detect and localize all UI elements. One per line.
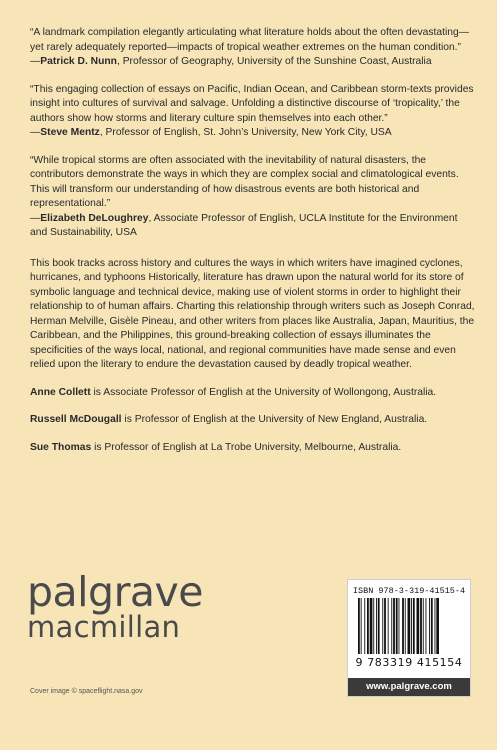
- barcode-bar: [388, 598, 389, 654]
- quote-role: , Associate Professor of English, UCLA Institute for the Environment and Sustainability, USA: [30, 212, 458, 238]
- barcode-bar: [405, 598, 406, 654]
- logo-line-palgrave: palgrave: [27, 568, 204, 616]
- barcode-bar: [431, 598, 433, 654]
- endorsement-quote: [30, 154, 476, 241]
- cover-image-credit: Cover image © spaceflight.nasa.gov: [30, 688, 143, 695]
- quote-text: “A landmark compilation elegantly articulating what literature holds about the often devastating—yet rarely adequately reported—impacts of tropical weather extremes on the human condition.”: [30, 27, 470, 53]
- barcode-bar: [373, 598, 374, 654]
- isbn-digits: 9 783319 415154: [355, 656, 463, 669]
- barcode-bar: [417, 598, 420, 654]
- barcode-bar: [370, 598, 373, 654]
- book-description: This book tracks across history and cultures the ways in which writers have imagined cyclones, hurricanes, and typhoons Historically, literature has drawn upon the natural world for its store of symbolic language and technical device, making use of violent storms in order to highlight their relationship to of human affairs. Charting this relationship through writers such as Joseph Conrad, Herman Melville, Gisèle Pineau, and other writers from places like Australia, Japan, Mauritius, the Caribbean, and the Philippines, this ground-breaking collection of essays illuminates the specificities of the ways local, national, and regional communities have made sense and even relied upon the literary to endure the devastation caused by deadly tropical weather.: [30, 257, 475, 370]
- quote-author: Steve Mentz: [40, 127, 100, 138]
- quote-text: “This engaging collection of essays on Pacific, Indian Ocean, and Caribbean storm-texts provides insight into cultures of survival and salvage. Unfolding a distinctive discourse of ‘tropicality,’ the authors show how storms and literary culture spin themselves into each other.”: [30, 83, 474, 124]
- barcode-bar: [411, 598, 412, 654]
- isbn-barcode-panel: [347, 579, 471, 697]
- quote-author: Patrick D. Nunn: [40, 56, 117, 67]
- barcode-bar: [429, 598, 430, 654]
- editor-text: is Professor of English at the University of New England, Australia.: [121, 414, 428, 425]
- barcode-bar: [402, 598, 404, 654]
- barcode-bar: [361, 598, 362, 654]
- publisher-logo: [27, 568, 204, 644]
- editor-name: Anne Collett: [30, 386, 91, 398]
- quote-attribution: —Steve Mentz, Professor of English, St. John’s University, New York City, USA: [30, 127, 392, 138]
- barcode-bar: [376, 598, 377, 654]
- editor-name: Russell McDougall: [30, 414, 122, 425]
- quote-attribution: —Patrick D. Nunn, Professor of Geography, University of the Sunshine Coast, Australia: [30, 56, 432, 67]
- editor-bio: [30, 386, 476, 401]
- barcode-bar: [420, 598, 422, 654]
- publisher-url: www.palgrave.com: [348, 678, 470, 696]
- barcode-bar: [364, 598, 365, 654]
- barcode-bar: [435, 598, 436, 654]
- barcode-bar: [367, 598, 369, 654]
- barcode-bar: [396, 598, 398, 654]
- quote-author: Elizabeth DeLoughrey: [40, 212, 149, 224]
- editor-bio: [30, 413, 476, 428]
- back-cover-text: [30, 26, 476, 468]
- barcode-bar: [358, 598, 360, 654]
- barcode-bar: [393, 598, 395, 654]
- barcode-bar: [391, 598, 392, 654]
- barcode-bar: [413, 598, 415, 654]
- barcode-bars: [358, 598, 462, 654]
- quote-role: , Professor of English, St. John’s University, New York City, USA: [99, 127, 392, 138]
- logo-line-macmillan: macmillan: [27, 610, 181, 644]
- barcode-bar: [378, 598, 380, 654]
- barcode-bar: [426, 598, 427, 654]
- barcode-bar: [408, 598, 411, 654]
- editor-text: is Associate Professor of English at the University of Wollongong, Australia.: [90, 386, 437, 398]
- barcode-bar: [436, 598, 439, 654]
- barcode-bar: [382, 598, 383, 654]
- barcode-bar: [384, 598, 386, 654]
- endorsement-quote: [30, 83, 476, 141]
- editor-bio: [30, 441, 476, 456]
- editor-text: is Professor of English at La Trobe University, Melbourne, Australia.: [91, 441, 402, 453]
- editor-name: Sue Thomas: [30, 441, 92, 453]
- quote-attribution: —Elizabeth DeLoughrey, Associate Professor of English, UCLA Institute for the Environment and Sustainability, USA: [30, 212, 458, 238]
- endorsement-quote: [30, 26, 476, 70]
- quote-text: “While tropical storms are often associated with the inevitability of natural disasters, the contributors demonstrate the ways in which they are complex social and climatological events. This will transform our understanding of how disastrous events are both historical and representational.”: [30, 154, 459, 209]
- barcode-bar: [423, 598, 424, 654]
- barcode-bar: [399, 598, 400, 654]
- isbn-label: ISBN 978-3-319-41515-4: [352, 586, 466, 596]
- quote-role: , Professor of Geography, University of the Sunshine Coast, Australia: [116, 56, 432, 67]
